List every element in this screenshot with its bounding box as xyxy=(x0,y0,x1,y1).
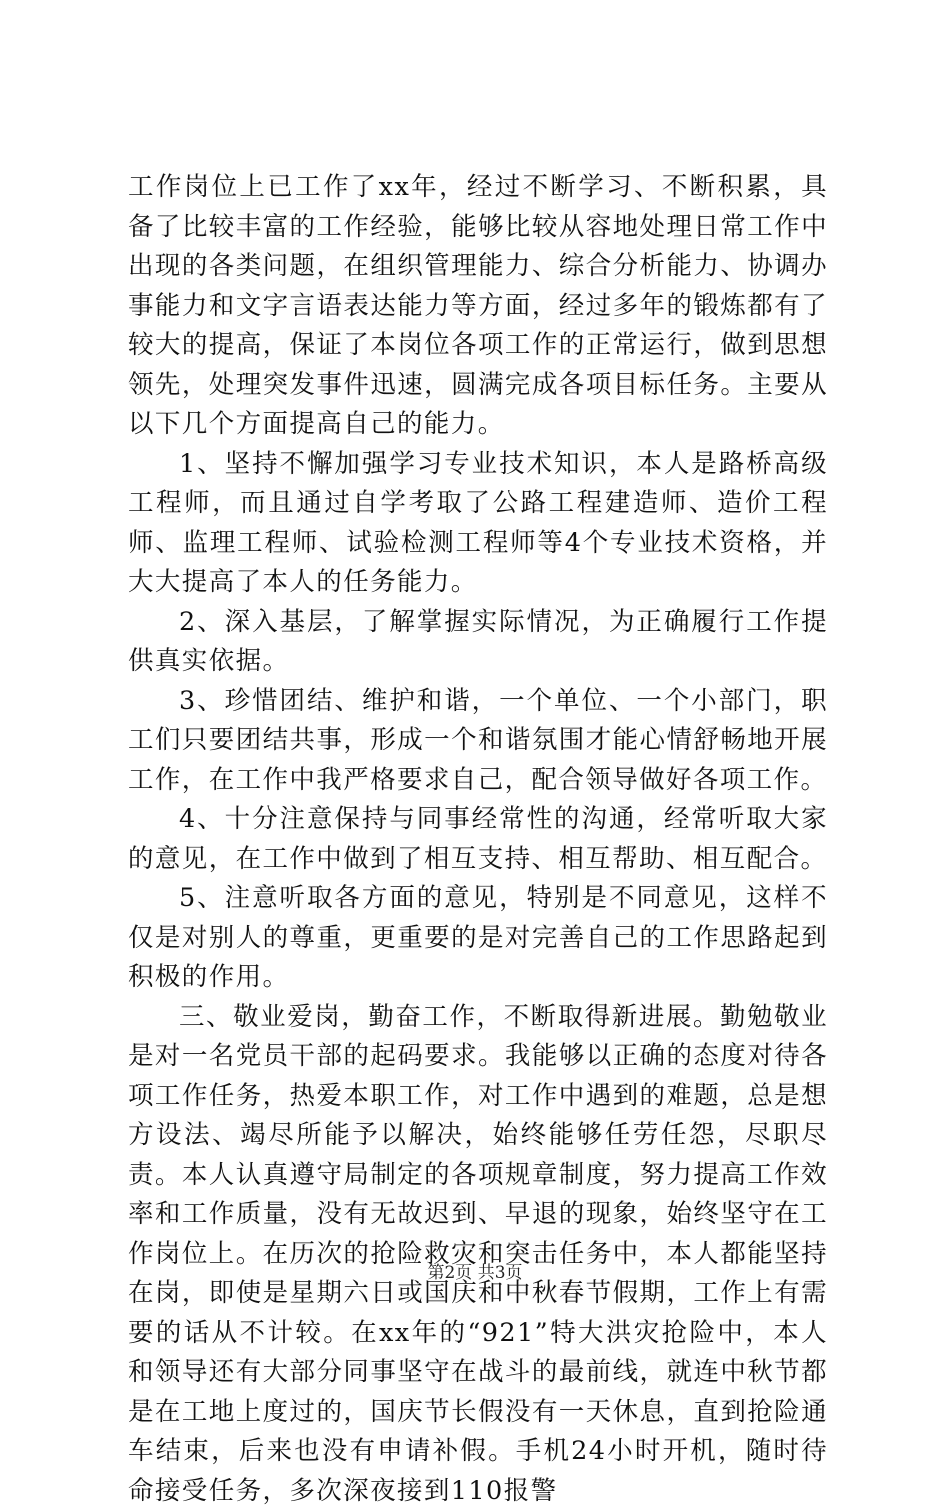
paragraph-continuation: 工作岗位上已工作了xx年，经过不断学习、不断积累，具备了比较丰富的工作经验，能够比较从容地处理日常工作中出现的各类问题，在组织管理能力、综合分析能力、协调办事能力和文字言语表达能力等方面，经过多年的锻炼都有了较大的提高，保证了本岗位各项工作的正常运行，做到思想领先，处理突发事件迅速，圆满完成各项目标任务。主要从以下几个方面提高自己的能力。 xyxy=(128,168,828,445)
paragraph-item-2: 2、深入基层，了解掌握实际情况，为正确履行工作提供真实依据。 xyxy=(128,603,828,682)
paragraph-item-4: 4、十分注意保持与同事经常性的沟通，经常听取大家的意见，在工作中做到了相互支持、相互帮助、相互配合。 xyxy=(128,800,828,879)
paragraph-item-1: 1、坚持不懈加强学习专业技术知识，本人是路桥高级工程师，而且通过自学考取了公路工程建造师、造价工程师、监理工程师、试验检测工程师等4个专业技术资格，并大大提高了本人的任务能力。 xyxy=(128,445,828,603)
paragraph-item-5: 5、注意听取各方面的意见，特别是不同意见，这样不仅是对别人的尊重，更重要的是对完善自己的工作思路起到积极的作用。 xyxy=(128,879,828,998)
document-body xyxy=(128,168,828,1511)
paragraph-item-3: 3、珍惜团结、维护和谐，一个单位、一个小部门，职工们只要团结共事，形成一个和谐氛围才能心情舒畅地开展工作，在工作中我严格要求自己，配合领导做好各项工作。 xyxy=(128,682,828,801)
page-number-footer: 第2页 共3页 xyxy=(0,1262,950,1284)
paragraph-section-three: 三、敬业爱岗，勤奋工作，不断取得新进展。勤勉敬业是对一名党员干部的起码要求。我能够以正确的态度对待各项工作任务，热爱本职工作，对工作中遇到的难题，总是想方设法、竭尽所能予以解决，始终能够任劳任怨，尽职尽责。本人认真遵守局制定的各项规章制度，努力提高工作效率和工作质量，没有无故迟到、早退的现象，始终坚守在工作岗位上。在历次的抢险救灾和突击任务中，本人都能坚持在岗，即使是星期六日或国庆和中秋春节假期，工作上有需要的话从不计较。在xx年的“921”特大洪灾抢险中，本人和领导还有大部分同事坚守在战斗的最前线，就连中秋节都是在工地上度过的，国庆节长假没有一天休息，直到抢险通车结束，后来也没有申请补假。手机24小时开机，随时待命接受任务，多次深夜接到110报警 xyxy=(128,998,828,1511)
